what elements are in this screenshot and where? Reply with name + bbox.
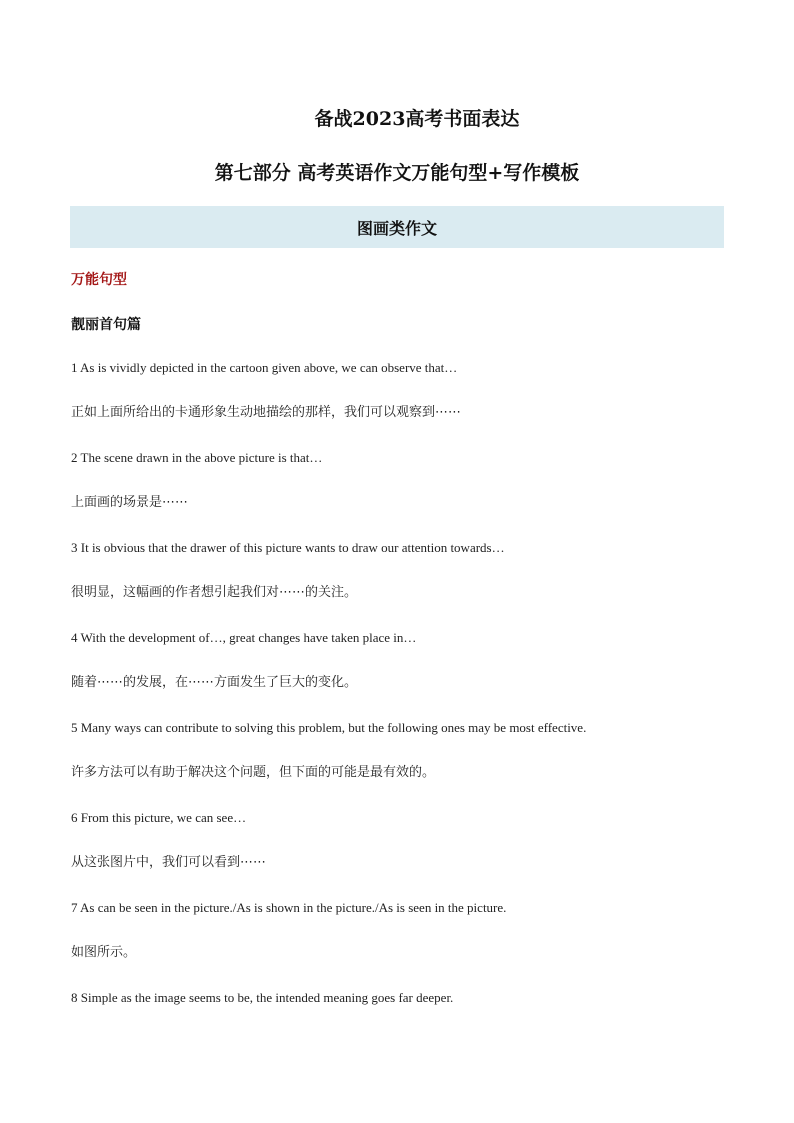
sentence-line: [71, 763, 731, 808]
section-banner: [70, 206, 724, 248]
subsection-heading: 靓丽首句篇: [71, 317, 141, 333]
sentence-line: [71, 988, 731, 1033]
chinese-translation: 许多方法可以有助于解决这个问题，但下面的可能是最有效的。: [71, 765, 436, 780]
sentence-line: [71, 718, 731, 763]
english-sentence: 5 Many ways can contribute to solving this problem, but the following ones may be most effective.: [71, 720, 587, 735]
sentence-list: [71, 358, 731, 1033]
chinese-translation: 如图所示。: [71, 945, 137, 960]
sentence-line: [71, 403, 731, 448]
english-sentence: 4 With the development of…, great changes have taken place in…: [71, 630, 417, 645]
english-sentence: 1 As is vividly depicted in the cartoon given above, we can observe that…: [71, 360, 458, 375]
chinese-translation: 随着⋯⋯的发展，在⋯⋯方面发生了巨大的变化。: [71, 675, 358, 690]
sentence-line: [71, 583, 731, 628]
chinese-translation: 上面画的场景是⋯⋯: [71, 495, 189, 510]
english-sentence: 6 From this picture, we can see…: [71, 810, 247, 825]
document-title: 备战2023高考书面表达: [314, 108, 520, 130]
document-subtitle: 第七部分 高考英语作文万能句型+写作模板: [214, 162, 580, 184]
sentence-line: [71, 673, 731, 718]
chinese-translation: 正如上面所给出的卡通形象生动地描绘的那样，我们可以观察到⋯⋯: [71, 405, 462, 420]
sentence-line: [71, 943, 731, 988]
sentence-line: [71, 808, 731, 853]
sentence-line: [71, 853, 731, 898]
sentence-line: [71, 448, 731, 493]
chinese-translation: 很明显，这幅画的作者想引起我们对⋯⋯的关注。: [71, 585, 358, 600]
english-sentence: 2 The scene drawn in the above picture is that…: [71, 450, 323, 465]
sentence-line: [71, 358, 731, 403]
section-banner-label: 图画类作文: [356, 218, 437, 238]
chinese-translation: 从这张图片中，我们可以看到⋯⋯: [71, 855, 267, 870]
sentence-line: [71, 898, 731, 943]
english-sentence: 8 Simple as the image seems to be, the intended meaning goes far deeper.: [71, 990, 454, 1005]
sentence-line: [71, 538, 731, 583]
sentence-line: [71, 493, 731, 538]
english-sentence: 3 It is obvious that the drawer of this picture wants to draw our attention towards…: [71, 540, 505, 555]
sentence-line: [71, 628, 731, 673]
section-heading: 万能句型: [71, 272, 127, 288]
english-sentence: 7 As can be seen in the picture./As is shown in the picture./As is seen in the picture.: [71, 900, 507, 915]
